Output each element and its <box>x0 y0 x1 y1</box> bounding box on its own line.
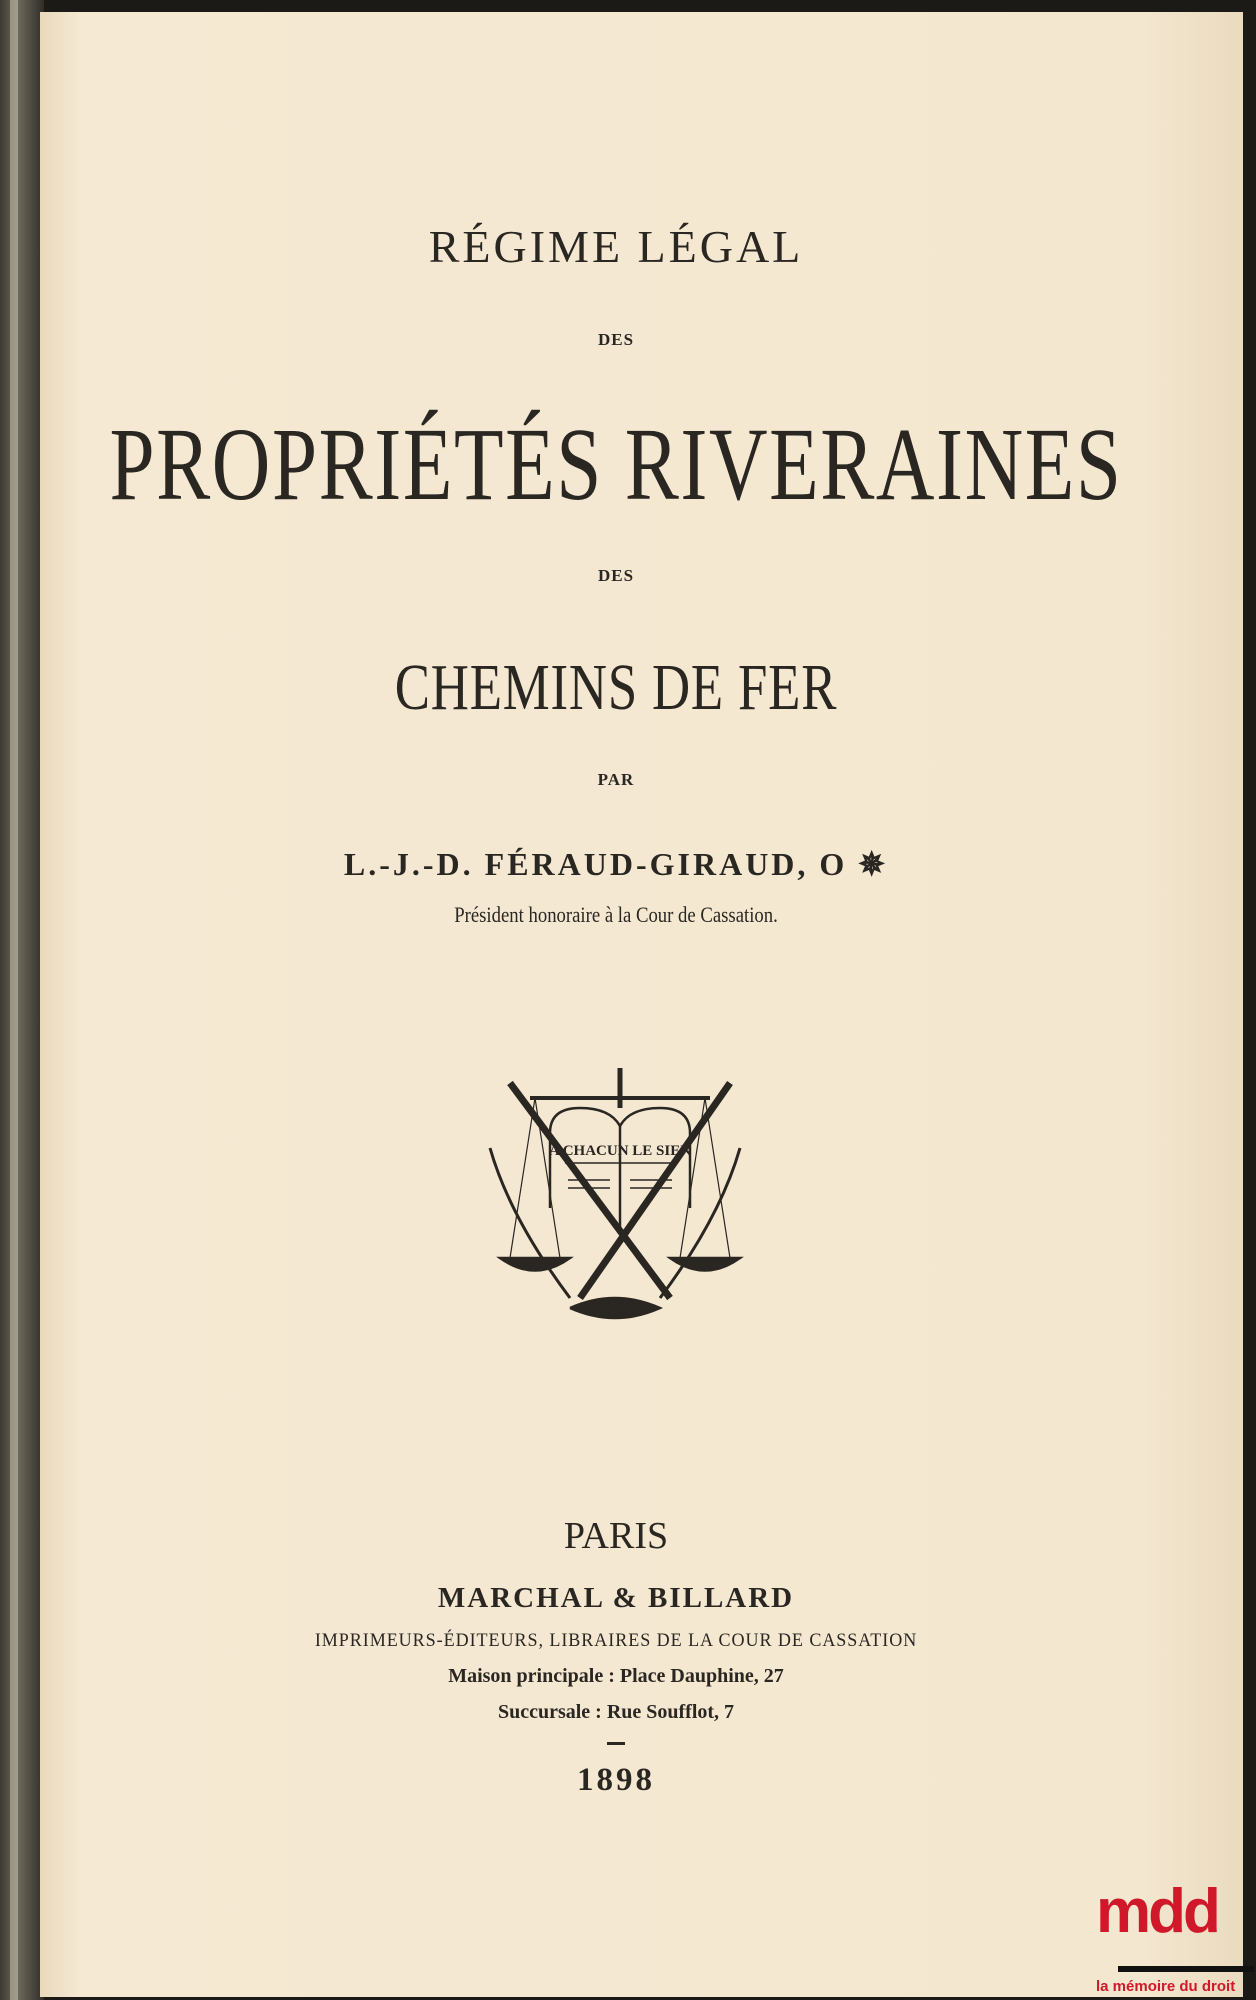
des-2: DES <box>597 566 635 585</box>
logo-text: mdd <box>1096 1877 1218 1946</box>
year: 1898 <box>577 1762 655 1798</box>
logo-tagline: la mémoire du droit <box>1096 1978 1236 1995</box>
justice-emblem <box>470 1058 760 1348</box>
title-line-3: CHEMINS DE FER <box>394 651 838 724</box>
address-main: Maison principale : Place Dauphine, 27 <box>448 1665 784 1687</box>
logo-bar <box>1118 1966 1254 1972</box>
mdd-logo <box>1096 1877 1256 2000</box>
des-1: DES <box>597 330 635 349</box>
title-line-2: PROPRIÉTÉS RIVERAINES <box>109 407 1123 522</box>
city: PARIS <box>563 1515 669 1557</box>
publisher: MARCHAL & BILLARD <box>437 1582 795 1614</box>
book-spine <box>0 0 44 2000</box>
divider-dash <box>607 1742 625 1745</box>
author: L.-J.-D. FÉRAUD-GIRAUD, O ✵ <box>343 846 889 882</box>
publisher-description: IMPRIMEURS-ÉDITEURS, LIBRAIRES DE LA COUR DE CASSATION <box>314 1630 918 1651</box>
emblem-motto: A CHACUN LE SIEN <box>548 1143 692 1159</box>
title-line-1: RÉGIME LÉGAL <box>428 221 804 272</box>
par: PAR <box>597 770 635 789</box>
title-page <box>40 12 1243 1997</box>
address-branch: Succursale : Rue Soufflot, 7 <box>497 1701 735 1723</box>
author-title: Président honoraire à la Cour de Cassation. <box>454 902 778 927</box>
